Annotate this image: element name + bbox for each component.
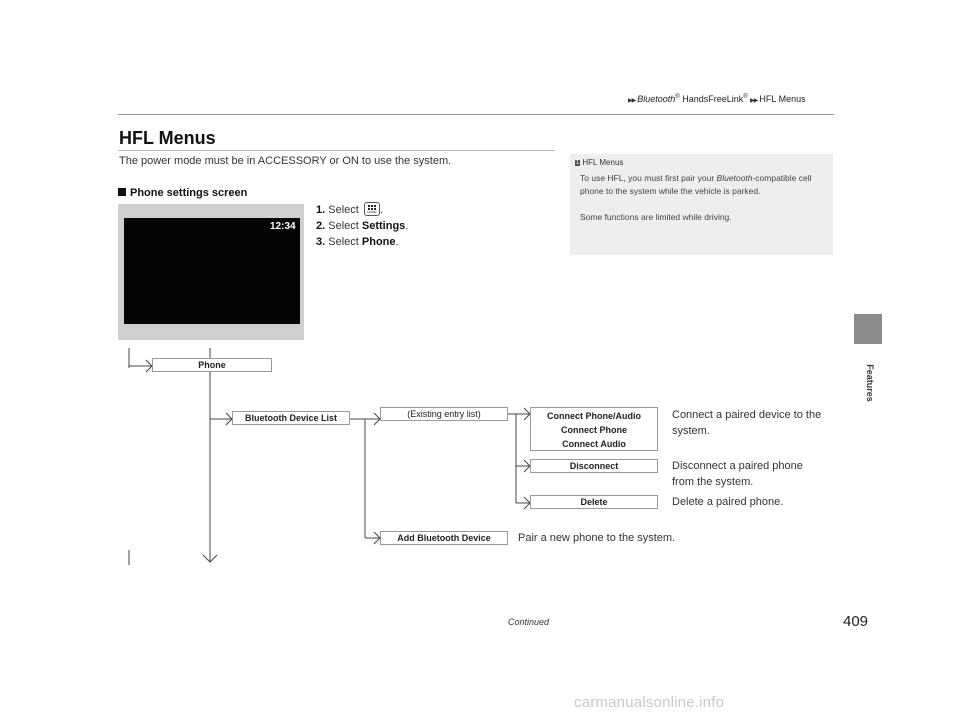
watermark: carmanualsonline.info: [574, 694, 725, 711]
menu-connect-audio: Connect Audio: [562, 439, 626, 449]
menu-bluetooth-device-list: Bluetooth Device List: [232, 411, 350, 425]
intro-text: The power mode must be in ACCESSORY or ON to use the system.: [119, 155, 452, 167]
registered-mark: ®: [743, 94, 748, 100]
note-heading: 1 HFL Menus: [576, 158, 624, 167]
double-arrow-icon: ▶▶: [628, 98, 636, 104]
step-3: 3. Select Phone.: [316, 236, 399, 248]
continued-label: Continued: [508, 617, 550, 627]
note-paragraph-2: Some functions are limited while driving.: [580, 212, 732, 222]
connect-description: Connect a paired device to the system.: [672, 409, 822, 437]
menu-connect-options: [530, 407, 658, 451]
step-2: 2. Select Settings.: [316, 220, 409, 232]
menu-add-bluetooth-device: Add Bluetooth Device: [380, 531, 508, 545]
menu-delete: Delete: [530, 495, 658, 509]
menu-connect-phone: Connect Phone: [560, 425, 627, 435]
registered-mark: ®: [675, 94, 680, 100]
home-icon-label: HOME: [367, 210, 377, 214]
double-arrow-icon: ▶▶: [750, 98, 758, 104]
menu-disconnect: Disconnect: [530, 459, 658, 473]
disconnect-description: Disconnect a paired phone from the system.: [672, 460, 803, 488]
add-description: Pair a new phone to the system.: [518, 532, 676, 544]
section-heading: Phone settings screen: [118, 187, 247, 199]
page-title: HFL Menus: [119, 128, 216, 148]
ref-number-icon: 1: [576, 160, 580, 166]
menu-existing-entry-list: (Existing entry list): [380, 407, 508, 421]
breadcrumb-handsfreelink: HandsFreeLink: [679, 94, 744, 104]
breadcrumb-current: HFL Menus: [759, 94, 806, 104]
note-paragraph-1: To use HFL, you must first pair your Bluetooth-compatible cell phone to the system while the vehicle is parked.: [580, 173, 812, 196]
breadcrumb-bluetooth: Bluetooth: [637, 94, 676, 104]
menu-phone: Phone: [152, 358, 272, 372]
menu-connect-phone-audio: Connect Phone/Audio: [547, 411, 641, 421]
chapter-label: Features: [865, 364, 875, 402]
screen-clock: 12:34: [270, 221, 296, 232]
step-1: 1. Select HOME .: [316, 204, 383, 216]
delete-description: Delete a paired phone.: [672, 496, 784, 508]
page-number: 409: [843, 613, 869, 630]
